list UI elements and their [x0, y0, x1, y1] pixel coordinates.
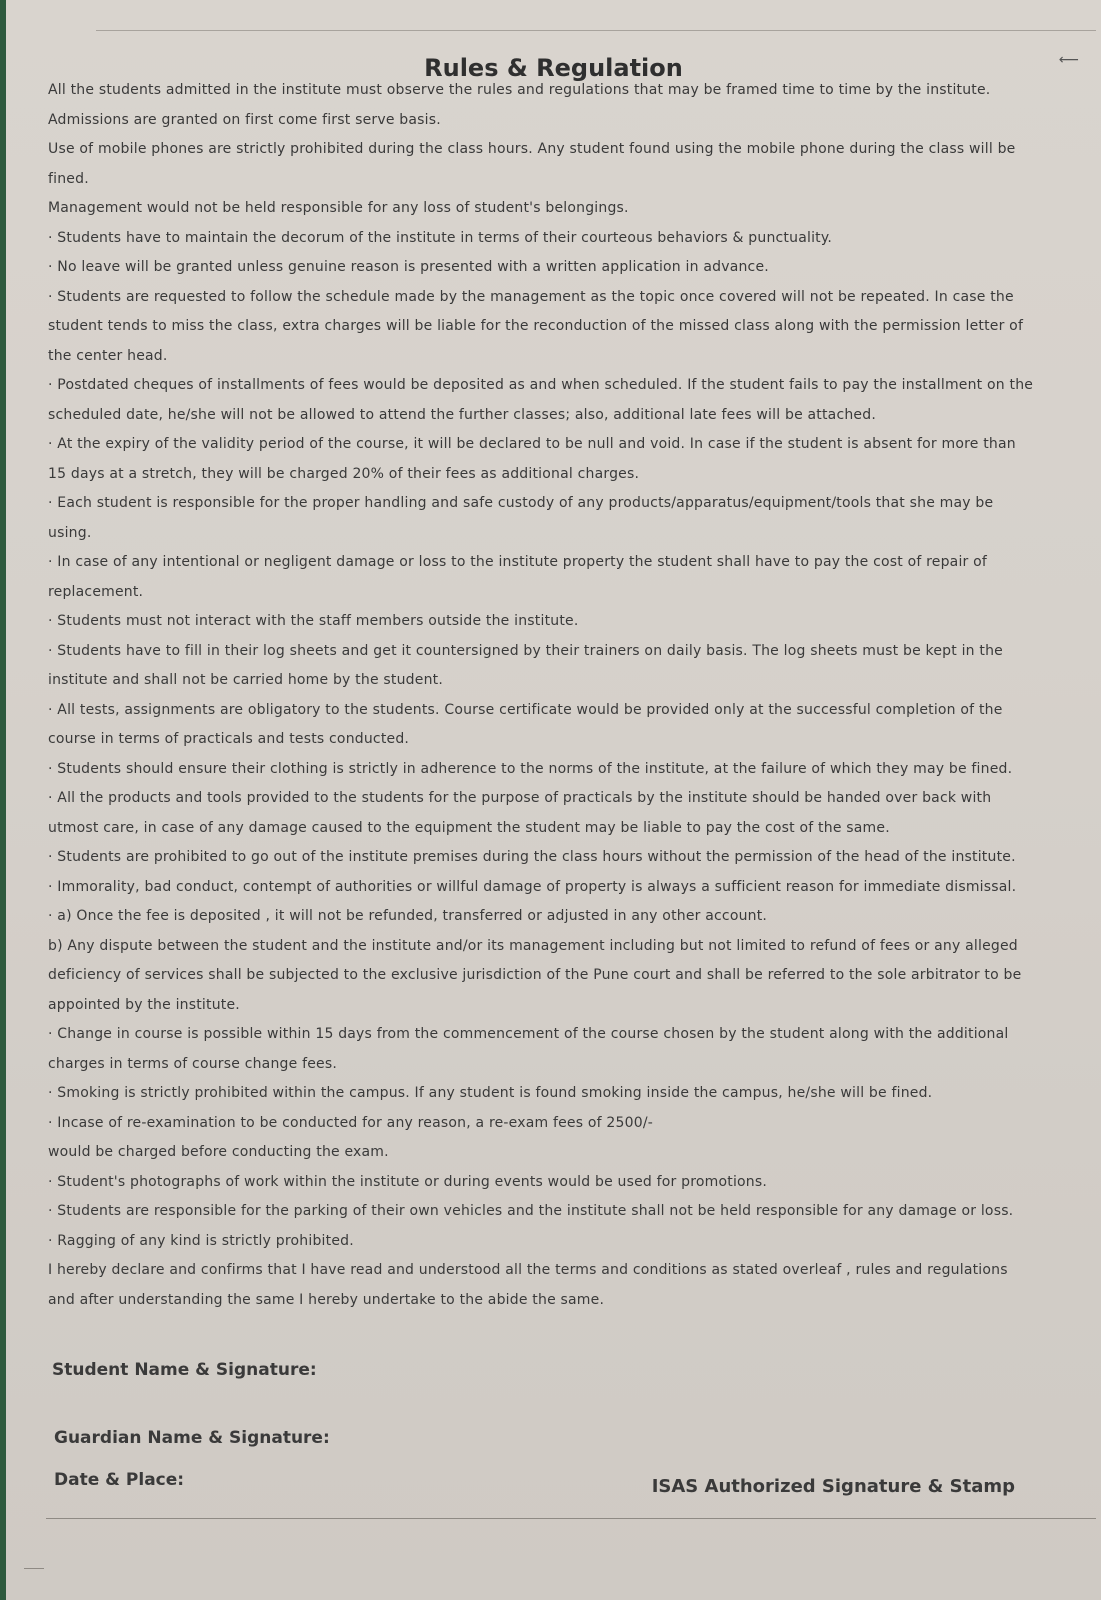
student-signature-label: Student Name & Signature:: [52, 1360, 317, 1380]
rule-item: Use of mobile phones are strictly prohibited during the class hours. Any student found using the mobile phone during the class will be fined.: [48, 141, 1016, 187]
rule-item: Management would not be held responsible for any loss of student's belongings.: [48, 200, 629, 216]
rule-item: All the students admitted in the institute must observe the rules and regulations that may be framed time to time by the institute.: [48, 82, 991, 98]
margin-rule-line: [24, 1568, 44, 1569]
rule-item: · Immorality, bad conduct, contempt of authorities or willful damage of property is always a sufficient reason for immediate dismissal.: [48, 878, 1017, 895]
rule-item: · No leave will be granted unless genuine reason is presented with a written application in advance.: [48, 259, 769, 275]
bottom-rule-line: [46, 1518, 1096, 1519]
guardian-signature-label: Guardian Name & Signature:: [54, 1428, 330, 1448]
authorized-signature-label: ISAS Authorized Signature & Stamp: [651, 1476, 1015, 1497]
rule-item: · At the expiry of the validity period of the course, it will be declared to be null and void. In case if the student is absent for more than 15 days at a stretch, they will be charged 20% of their fees as additional charges.: [48, 436, 1016, 482]
rule-item: · a) Once the fee is deposited , it will not be refunded, transferred or adjusted in any other account.: [48, 908, 768, 924]
rule-item: · Students are prohibited to go out of the institute premises during the class hours without the permission of the head of the institute.: [48, 849, 1016, 865]
rules-list: [30, 76, 1035, 1315]
rule-item: · Students should ensure their clothing is strictly in adherence to the norms of the institute, at the failure of which they may be fined.: [48, 760, 1013, 777]
rule-item: · All tests, assignments are obligatory to the students. Course certificate would be provided only at the successful completion of the course in terms of practicals and tests conducted.: [48, 701, 1003, 747]
rule-item: would be charged before conducting the exam.: [48, 1144, 389, 1160]
rule-item: · Students are requested to follow the schedule made by the management as the topic once covered will not be repeated. In case the student tends to miss the class, extra charges will be liable for the reconduction of the missed class along with the permission letter of the center head.: [48, 288, 1024, 364]
rule-item: · Each student is responsible for the proper handling and safe custody of any products/apparatus/equipment/tools that she may be using.: [48, 495, 994, 541]
rule-item: · Students have to fill in their log sheets and get it countersigned by their trainers on daily basis. The log sheets must be kept in the institute and shall not be carried home by the student.: [48, 642, 1003, 688]
rule-item: · All the products and tools provided to the students for the purpose of practicals by the institute should be handed over back with utmost care, in case of any damage caused to the equipment the student may be liable to pay the cost of the same.: [48, 790, 992, 836]
document-page: [6, 0, 1101, 1600]
rule-item: · Postdated cheques of installments of fees would be deposited as and when scheduled. If the student fails to pay the installment on the scheduled date, he/she will not be allowed to attend the further classes; also, additional late fees will be attached.: [48, 377, 1034, 423]
rule-item: · In case of any intentional or negligent damage or loss to the institute property the student shall have to pay the cost of repair of replacement.: [48, 554, 988, 600]
rule-item: · Smoking is strictly prohibited within the campus. If any student is found smoking inside the campus, he/she will be fined.: [48, 1085, 933, 1101]
pen-mark-icon: ⟵: [1058, 52, 1079, 68]
rule-item: Admissions are granted on first come first serve basis.: [48, 111, 441, 128]
rule-item: · Ragging of any kind is strictly prohibited.: [48, 1232, 354, 1249]
rule-item: b) Any dispute between the student and the institute and/or its management including but not limited to refund of fees or any alleged deficiency of services shall be subjected to the exclusive jurisdiction of the Pune court and shall be referred to the sole arbitrator to be appointed by the institute.: [48, 937, 1022, 1013]
rule-item: · Students are responsible for the parking of their own vehicles and the institute shall not be held responsible for any damage or loss.: [48, 1203, 1014, 1219]
rule-item: · Change in course is possible within 15 days from the commencement of the course chosen by the student along with the additional charges in terms of course change fees.: [48, 1026, 1009, 1072]
rule-item: · Students must not interact with the staff members outside the institute.: [48, 613, 579, 629]
date-place-label: Date & Place:: [54, 1470, 185, 1490]
rule-item: · Students have to maintain the decorum of the institute in terms of their courteous behaviors & punctuality.: [48, 229, 832, 246]
declaration-text: I hereby declare and confirms that I have read and understood all the terms and conditions as stated overleaf , rules and regulations and after understanding the same I hereby undertake to the abide the same.: [48, 1262, 1008, 1308]
rule-item: · Student's photographs of work within the institute or during events would be used for promotions.: [48, 1173, 768, 1190]
top-rule-line: [96, 30, 1096, 31]
page-title: Rules & Regulation: [424, 54, 683, 82]
rule-item: · Incase of re-examination to be conducted for any reason, a re-exam fees of 2500/-: [48, 1114, 654, 1131]
